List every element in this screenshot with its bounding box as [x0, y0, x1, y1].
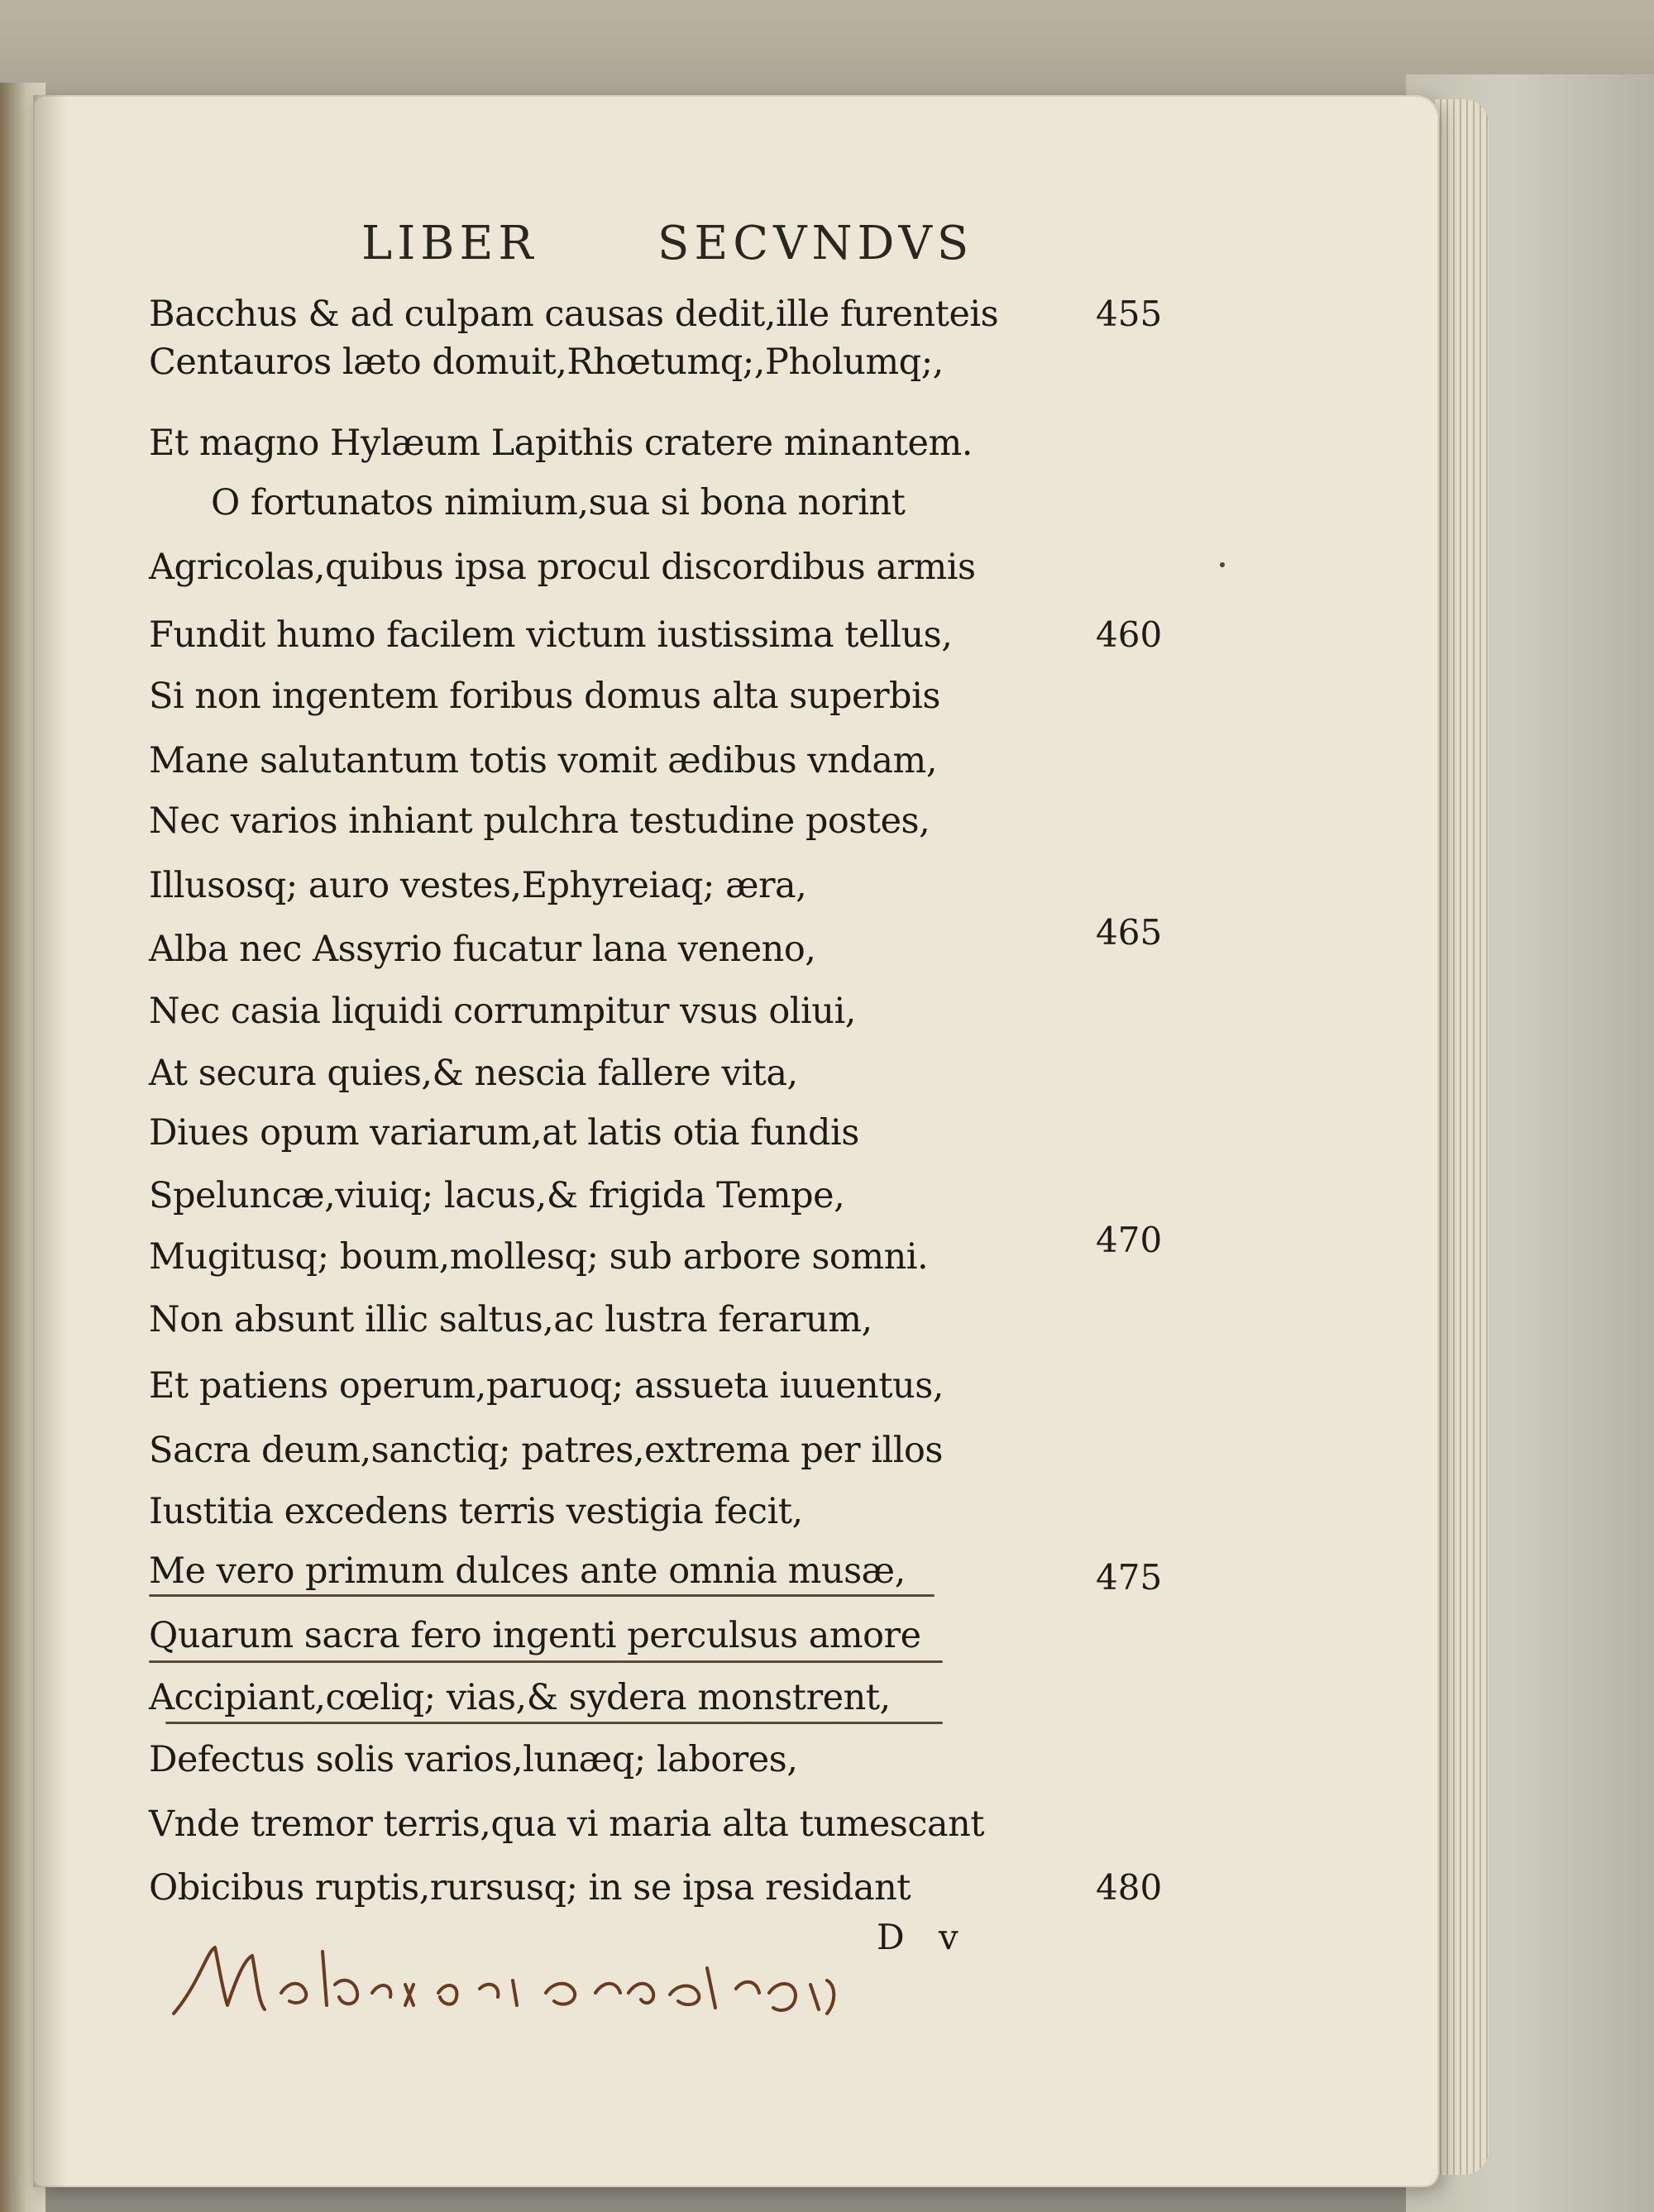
verse-line: Agricolas,quibus ipsa procul discordibus armis: [149, 547, 976, 588]
verse-line: Vnde tremor terris,qua vi maria alta tumescant: [149, 1804, 985, 1845]
verse-line: Accipiant,cœliq; vias,& sydera monstrent,: [149, 1677, 891, 1718]
line-number: 465: [1096, 912, 1163, 953]
line-number: 455: [1096, 294, 1163, 334]
line-number: 480: [1096, 1867, 1163, 1908]
verse-line: At secura quies,& nescia fallere vita,: [149, 1053, 798, 1094]
verse-line: Obicibus ruptis,rursusq; in se ipsa residant: [149, 1867, 911, 1909]
verse-line: Iustitia excedens terris vestigia fecit,: [149, 1491, 803, 1532]
line-number: 460: [1096, 614, 1163, 655]
ink-underline: [149, 1660, 943, 1663]
page-gutter-shadow: [33, 95, 66, 2187]
verse-line: Diues opum variarum,at latis otia fundis: [149, 1112, 859, 1154]
verse-line: Et magno Hylæum Lapithis cratere minantem.: [149, 423, 973, 464]
running-header: [351, 217, 1096, 275]
verse-line: Nec casia liquidi corrumpitur vsus oliui,: [149, 991, 856, 1032]
verse-line: Non absunt illic saltus,ac lustra ferarum,: [149, 1299, 872, 1340]
verse-line: Sacra deum,sanctiq; patres,extrema per illos: [149, 1430, 943, 1471]
verse-line: Et patiens operum,paruoq; assueta iuuentus,: [149, 1365, 944, 1407]
ink-speck: [1220, 562, 1225, 567]
header-secundus: SECVNDVS: [657, 217, 974, 270]
verse-line: Bacchus & ad culpam causas dedit,ille furenteis: [149, 294, 999, 335]
ink-underline: [165, 1722, 943, 1724]
verse-line: Centauros læto domuit,Rhœtumq;,Pholumq;,: [149, 342, 944, 383]
verse-line: Si non ingentem foribus domus alta superbis: [149, 676, 940, 717]
ink-underline: [149, 1594, 935, 1597]
handwriting-image: [165, 1935, 910, 2026]
marginal-handwritten-note: [165, 1935, 910, 2026]
verse-line: Mane salutantum totis vomit ædibus vndam,: [149, 740, 937, 781]
verse-line: Fundit humo facilem victum iustissima tellus,: [149, 614, 953, 656]
verse-line: Alba nec Assyrio fucatur lana veneno,: [149, 929, 816, 970]
page-edges: [1435, 99, 1489, 2175]
verse-line: Speluncæ,viuiq; lacus,& frigida Tempe,: [149, 1175, 845, 1216]
verse-line: Mugitusq; boum,mollesq; sub arbore somni.: [149, 1236, 929, 1278]
signature-mark: D v: [877, 1917, 970, 1957]
line-number: 470: [1096, 1220, 1163, 1260]
verse-line: Illusosq; auro vestes,Ephyreiaq; æra,: [149, 865, 807, 906]
line-number: 475: [1096, 1557, 1163, 1598]
verse-line: Nec varios inhiant pulchra testudine postes,: [149, 800, 930, 842]
verse-line: Defectus solis varios,lunæq; labores,: [149, 1739, 798, 1780]
verse-line: Quarum sacra fero ingenti perculsus amore: [149, 1615, 921, 1656]
header-liber: LIBER: [361, 217, 538, 270]
verse-line: Me vero primum dulces ante omnia musæ,: [149, 1550, 906, 1592]
verse-line: O fortunatos nimium,sua si bona norint: [211, 482, 906, 523]
